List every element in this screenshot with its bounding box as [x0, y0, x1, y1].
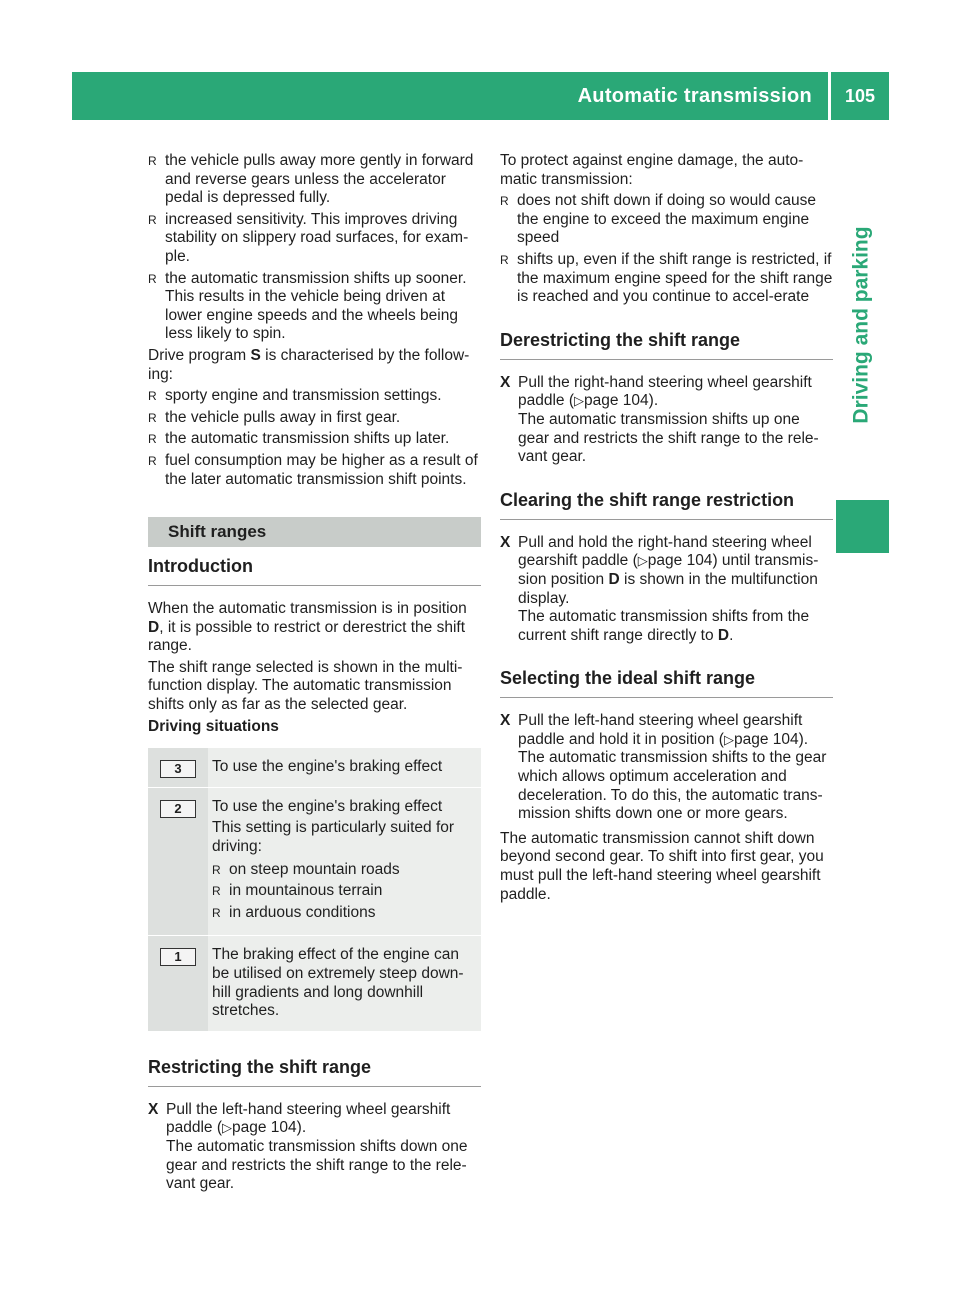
section-heading: Derestricting the shift range — [500, 329, 833, 360]
section-heading: Introduction — [148, 555, 481, 586]
list-item: R sporty engine and transmission settings. — [148, 387, 442, 405]
list-item: R the automatic transmission shifts up sooner. This results in the vehicle being driven at lower engine speeds and the wheels being less likely to spin. — [148, 269, 467, 343]
bullet-icon: R — [148, 410, 157, 425]
section-heading: Selecting the ideal shift range — [500, 667, 833, 698]
bullet-icon: R — [148, 212, 157, 227]
table-row — [148, 788, 481, 937]
section-heading: Restricting the shift range — [148, 1056, 481, 1087]
instruction-step: X Pull the right-hand steering wheel gearshift paddle (▷page 104). The automatic transmission shifts up one gear and restricts the shift range to the rele-vant gear. — [500, 373, 819, 466]
driving-situations-label: Driving situations — [148, 717, 279, 735]
intro-paragraph: The shift range selected is shown in the multi-function display. The automatic transmission shifts only as far as the selected gear. — [148, 658, 463, 714]
bullet-icon: R — [500, 252, 509, 267]
gear-key-icon: 3 — [160, 760, 196, 778]
bullet-icon: R — [148, 432, 157, 447]
page-ref-icon: ▷ — [637, 553, 648, 569]
page-header — [72, 72, 889, 120]
list-item: R on steep mountain roads — [212, 860, 400, 878]
bullet-icon: R — [212, 905, 221, 920]
page-reference-link[interactable]: page 104 — [733, 730, 799, 748]
closing-paragraph: The automatic transmission cannot shift down beyond second gear. To shift into first gear, you must pull the left-hand steering wheel gearshift paddle. — [500, 829, 824, 903]
list-item: R does not shift down if doing so would cause the engine to exceed the maximum engine speed — [500, 192, 816, 247]
page-number: 105 — [844, 85, 876, 106]
list-item: R the automatic transmission shifts up later. — [148, 430, 450, 448]
step-icon: X — [500, 533, 511, 551]
list-item: R fuel consumption may be higher as a result of the later automatic transmission shift points. — [148, 451, 478, 488]
page-ref-icon: ▷ — [574, 393, 585, 409]
table-cell: The braking effect of the engine can be utilised on extremely steep down-hill gradients and long downhill stretches. — [212, 946, 464, 1020]
header-title: Automatic transmission — [577, 84, 812, 107]
gear-key-icon: 2 — [160, 800, 196, 818]
table-cell: To use the engine's braking effect — [212, 797, 443, 815]
table-cell: To use the engine's braking effect — [212, 758, 443, 776]
left-column — [148, 152, 481, 1197]
step-icon: X — [148, 1100, 159, 1118]
drive-program-text: Drive program S is characterised by the follow-ing: — [148, 346, 470, 383]
bullet-icon: R — [148, 453, 157, 468]
section-heading: Clearing the shift range restriction — [500, 489, 833, 520]
list-item: R the vehicle pulls away more gently in forward and reverse gears unless the accelerator pedal is depressed fully. — [148, 152, 474, 207]
intro-paragraph: When the automatic transmission is in position D, it is possible to restrict or derestrict the shift range. — [148, 600, 467, 655]
side-tab-label: Driving and parking — [849, 226, 873, 424]
page-reference-link[interactable]: page 104 — [232, 1119, 297, 1137]
instruction-step: X Pull the left-hand steering wheel gearshift paddle (▷page 104). The automatic transmission shifts down one gear and restricts the shift range to the rele-vant gear. — [148, 1100, 468, 1193]
bullet-icon: R — [148, 271, 157, 286]
instruction-step: X Pull and hold the right-hand steering wheel gearshift paddle (▷page 104) until transmis-sion position D is shown in the multifunction display. The automatic transmission shifts from the current shift range directly to D. — [500, 533, 819, 644]
list-item: R increased sensitivity. This improves driving stability on slippery road surfaces, for exam-ple. — [148, 210, 469, 265]
list-item: R in arduous conditions — [212, 903, 376, 921]
gear-key-icon: 1 — [160, 948, 196, 966]
table-cell: This setting is particularly suited for driving: — [212, 819, 455, 856]
bullet-icon: R — [148, 154, 157, 168]
driving-situations-table — [148, 748, 481, 1032]
step-icon: X — [500, 712, 511, 730]
list-item: R the vehicle pulls away in first gear. — [148, 408, 401, 426]
protect-intro: To protect against engine damage, the auto-matic transmission: — [500, 152, 804, 188]
page-reference-link[interactable]: page 104 — [647, 552, 713, 570]
bullet-icon: R — [500, 194, 509, 209]
right-column — [500, 152, 833, 907]
table-row — [148, 748, 481, 788]
step-icon: X — [500, 373, 511, 391]
side-tab — [836, 150, 889, 500]
section-band-heading: Shift ranges — [148, 517, 481, 547]
instruction-step: X Pull the left-hand steering wheel gearshift paddle and hold it in position (▷page 104). The automatic transmission shifts to the gear which allows optimum acceleration and deceleration. To do this, the automatic trans-mission shifts down one or more gears. — [500, 712, 827, 823]
bullet-icon: R — [212, 862, 221, 877]
bullet-icon: R — [212, 884, 221, 899]
list-item: R shifts up, even if the shift range is restricted, if the maximum engine speed for the shift range is reached and you continue to accel-erate — [500, 250, 833, 306]
bullet-icon: R — [148, 389, 157, 404]
list-item: R in mountainous terrain — [212, 882, 383, 900]
page-reference-link[interactable]: page 104 — [584, 392, 649, 410]
page-ref-icon: ▷ — [723, 731, 734, 747]
page-ref-icon: ▷ — [222, 1120, 233, 1136]
side-tab-marker — [836, 500, 889, 553]
table-row — [148, 936, 481, 1031]
